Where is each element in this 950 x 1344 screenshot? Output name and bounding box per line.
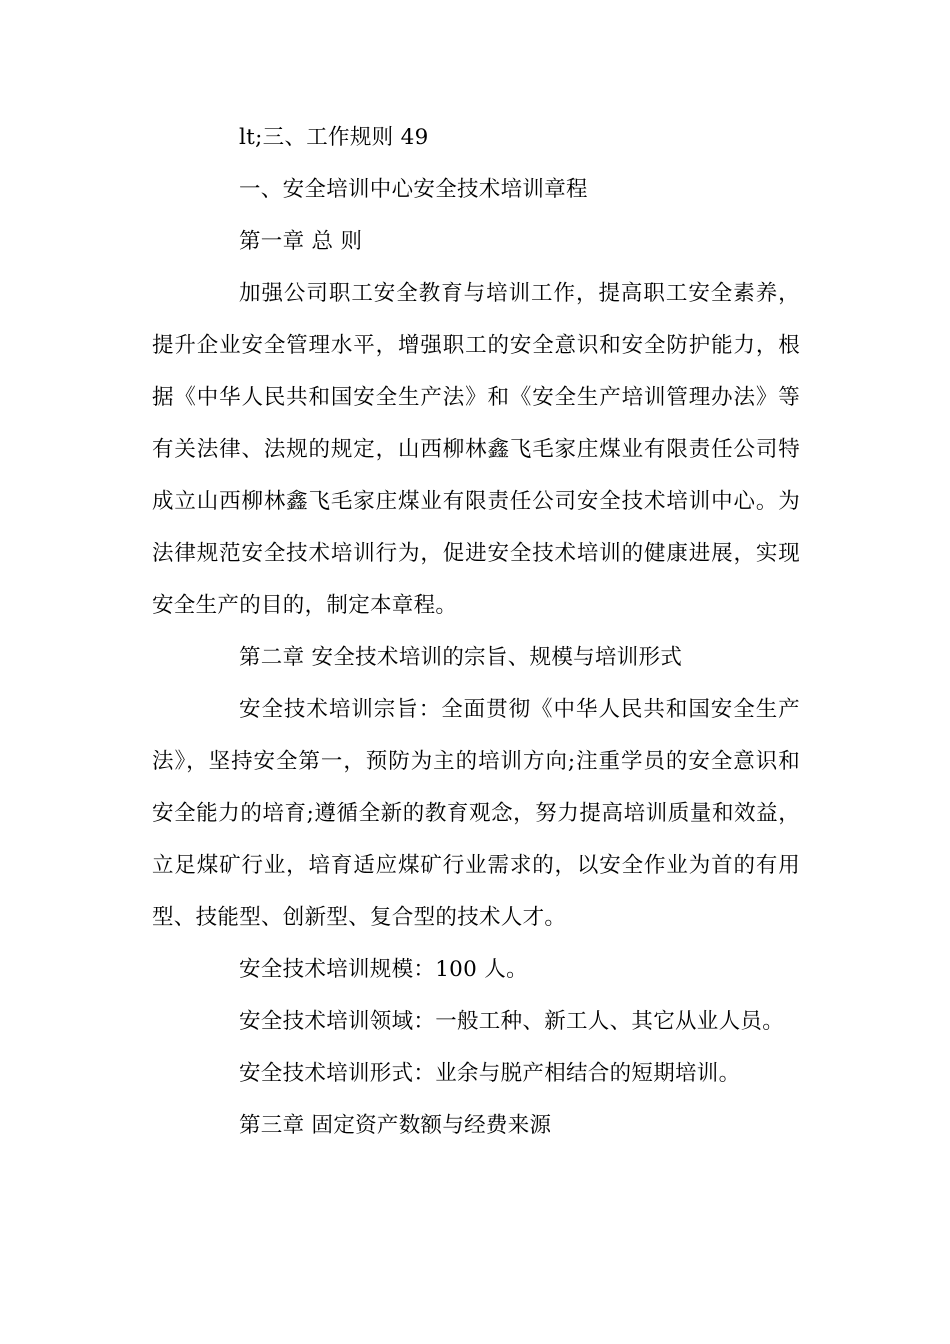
chapter-1-heading: 第一章 总 则 bbox=[239, 229, 363, 254]
training-form-paragraph: 安全技术培训形式：业余与脱产相结合的短期培训。 bbox=[239, 1061, 741, 1086]
chapter-2-heading: 第二章 安全技术培训的宗旨、规模与培训形式 bbox=[239, 645, 683, 670]
section-heading-work-rules: lt;三、工作规则 49 bbox=[239, 125, 429, 150]
document-body bbox=[152, 112, 800, 1152]
training-scale-paragraph: 安全技术培训规模：100 人。 bbox=[239, 957, 528, 982]
chapter-3-heading: 第三章 固定资产数额与经费来源 bbox=[239, 1113, 552, 1138]
charter-title: 一、安全培训中心安全技术培训章程 bbox=[239, 177, 588, 202]
training-purpose-paragraph: 安全技术培训宗旨：全面贯彻《中华人民共和国安全生产法》，坚持安全第一，预防为主的培训方向;注重学员的安全意识和安全能力的培育;遵循全新的教育观念，努力提高培训质量和效益，立足煤矿行业，培育适应煤矿行业需求的，以安全作业为首的有用型、技能型、创新型、复合型的技术人才。 bbox=[152, 697, 800, 930]
chapter-1-paragraph: 加强公司职工安全教育与培训工作，提高职工安全素养，提升企业安全管理水平，增强职工的安全意识和安全防护能力，根据《中华人民共和国安全生产法》和《安全生产培训管理办法》等有关法律、法规的规定，山西柳林鑫飞毛家庄煤业有限责任公司特成立山西柳林鑫飞毛家庄煤业有限责任公司安全技术培训中心。为法律规范安全技术培训行为，促进安全技术培训的健康进展，实现安全生产的目的，制定本章程。 bbox=[152, 281, 800, 618]
training-field-paragraph: 安全技术培训领域：一般工种、新工人、其它从业人员。 bbox=[239, 1009, 785, 1034]
